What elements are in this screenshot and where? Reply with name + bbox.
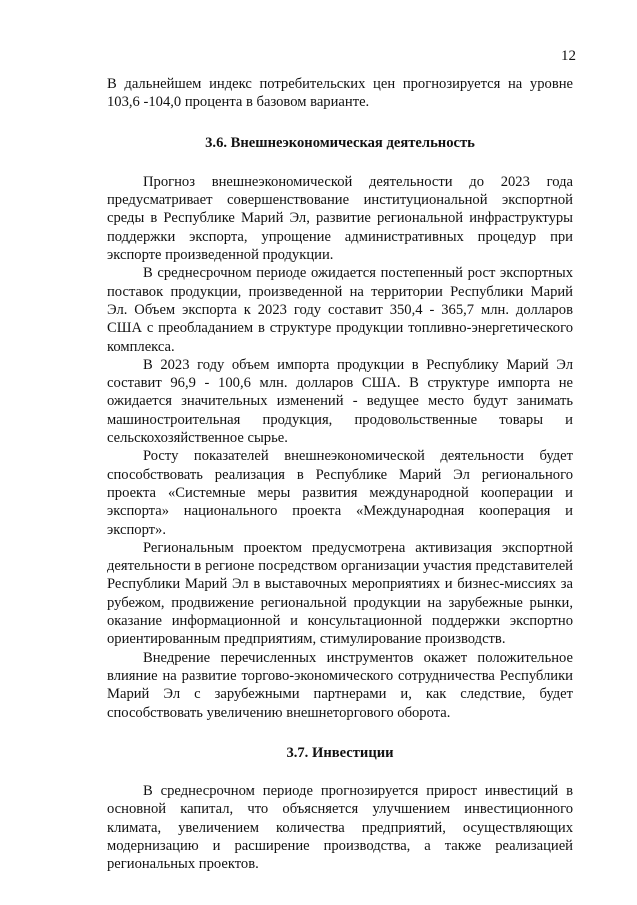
section-heading-investments: 3.7. Инвестиции <box>286 744 394 761</box>
page-number: 12 <box>561 48 576 64</box>
document-body <box>107 75 573 874</box>
paragraph: Прогноз внешнеэкономической деятельности до 2023 года предусматривает совершенствование институциональной экспортной среды в Республике Марий Эл, развитие региональной инфраструктуры поддержки экспорта, упрощение административных процедур при экспорте произведенной продукции. <box>107 173 573 264</box>
paragraph: Региональным проектом предусмотрена активизация экспортной деятельности в регионе посредством организации участия представителей Республики Марий Эл в выставочных мероприятиях и бизнес-миссиях за рубежом, продвижение региональной продукции на зарубежные рынки, оказание информационной и консультационной поддержки экспортно ориентированным предприятиям, стимулирование производств. <box>107 539 573 648</box>
paragraph: В 2023 году объем импорта продукции в Республику Марий Эл составит 96,9 - 100,6 млн. долларов США. В структуре импорта не ожидается значительных изменений - ведущее место будут занимать машиностроительная продукция, продовольственные товары и сельскохозяйственное сырье. <box>107 356 573 447</box>
section-heading-foreign-trade: 3.6. Внешнеэкономическая деятельность <box>205 134 475 151</box>
paragraph: Внедрение перечисленных инструментов окажет положительное влияние на развитие торгово-экономического сотрудничества Республики Марий Эл с зарубежными партнерами и, как следствие, будет способствовать увеличению внешнеторгового оборота. <box>107 649 573 721</box>
paragraph: В среднесрочном периоде прогнозируется прирост инвестиций в основной капитал, что объясняется улучшением инвестиционного климата, увеличением количества предприятий, осуществляющих модернизацию и расширение производства, а также реализацией региональных проектов. <box>107 783 573 873</box>
paragraph: В среднесрочном периоде ожидается постепенный рост экспортных поставок продукции, произведенной на территории Республики Марий Эл. Объем экспорта к 2023 году составит 350,4 - 365,7 млн. долларов США с преобладанием в структуре продукции топливно-энергетического комплекса. <box>107 265 573 355</box>
paragraph: Росту показателей внешнеэкономической деятельности будет способствовать реализация в Республике Марий Эл регионального проекта «Системные меры развития международной кооперации и экспорта» национального проекта «Международная кооперация и экспорт». <box>107 448 573 538</box>
intro-paragraph: В дальнейшем индекс потребительских цен прогнозируется на уровне 103,6 -104,0 процента в базовом варианте. <box>107 76 573 111</box>
